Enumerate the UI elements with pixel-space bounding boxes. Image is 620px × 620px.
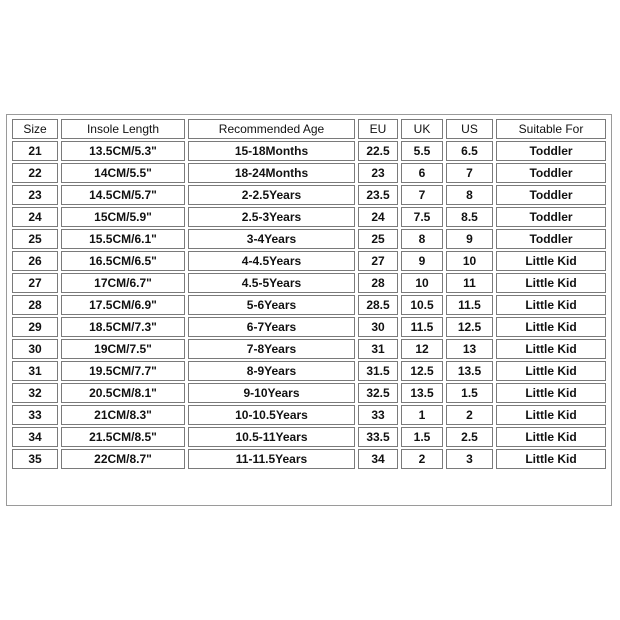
header-row xyxy=(12,119,606,139)
table-row xyxy=(12,405,606,425)
cell-suitable-for: Little Kid xyxy=(496,361,606,381)
cell-uk: 1 xyxy=(401,405,443,425)
header-suitable-for: Suitable For xyxy=(496,119,606,139)
cell-insole-length: 13.5CM/5.3" xyxy=(61,141,185,161)
cell-insole-length: 17CM/6.7" xyxy=(61,273,185,293)
header-recommended-age: Recommended Age xyxy=(188,119,355,139)
cell-eu: 25 xyxy=(358,229,398,249)
cell-uk: 12.5 xyxy=(401,361,443,381)
cell-recommended-age: 9-10Years xyxy=(188,383,355,403)
table-row xyxy=(12,207,606,227)
cell-suitable-for: Little Kid xyxy=(496,295,606,315)
cell-us: 1.5 xyxy=(446,383,493,403)
table-row xyxy=(12,449,606,469)
cell-recommended-age: 6-7Years xyxy=(188,317,355,337)
cell-eu: 34 xyxy=(358,449,398,469)
cell-size: 28 xyxy=(12,295,58,315)
table-row xyxy=(12,163,606,183)
cell-eu: 31.5 xyxy=(358,361,398,381)
cell-us: 7 xyxy=(446,163,493,183)
cell-insole-length: 14.5CM/5.7" xyxy=(61,185,185,205)
cell-insole-length: 15.5CM/6.1" xyxy=(61,229,185,249)
cell-suitable-for: Little Kid xyxy=(496,405,606,425)
table-row xyxy=(12,361,606,381)
header-us: US xyxy=(446,119,493,139)
cell-us: 11.5 xyxy=(446,295,493,315)
cell-uk: 13.5 xyxy=(401,383,443,403)
cell-suitable-for: Toddler xyxy=(496,229,606,249)
cell-suitable-for: Little Kid xyxy=(496,449,606,469)
cell-size: 24 xyxy=(12,207,58,227)
cell-suitable-for: Little Kid xyxy=(496,273,606,293)
cell-us: 13.5 xyxy=(446,361,493,381)
cell-suitable-for: Little Kid xyxy=(496,383,606,403)
cell-uk: 7 xyxy=(401,185,443,205)
cell-recommended-age: 5-6Years xyxy=(188,295,355,315)
header-size: Size xyxy=(12,119,58,139)
cell-eu: 32.5 xyxy=(358,383,398,403)
cell-insole-length: 21CM/8.3" xyxy=(61,405,185,425)
cell-recommended-age: 11-11.5Years xyxy=(188,449,355,469)
size-chart-table xyxy=(9,117,609,471)
cell-uk: 7.5 xyxy=(401,207,443,227)
cell-us: 11 xyxy=(446,273,493,293)
cell-uk: 8 xyxy=(401,229,443,249)
cell-size: 21 xyxy=(12,141,58,161)
cell-uk: 2 xyxy=(401,449,443,469)
header-eu: EU xyxy=(358,119,398,139)
cell-suitable-for: Little Kid xyxy=(496,427,606,447)
cell-uk: 12 xyxy=(401,339,443,359)
table-row xyxy=(12,383,606,403)
table-row xyxy=(12,141,606,161)
cell-us: 12.5 xyxy=(446,317,493,337)
cell-uk: 11.5 xyxy=(401,317,443,337)
cell-us: 2 xyxy=(446,405,493,425)
cell-insole-length: 14CM/5.5" xyxy=(61,163,185,183)
cell-suitable-for: Little Kid xyxy=(496,251,606,271)
cell-eu: 30 xyxy=(358,317,398,337)
cell-eu: 33 xyxy=(358,405,398,425)
cell-uk: 10 xyxy=(401,273,443,293)
cell-eu: 28 xyxy=(358,273,398,293)
cell-us: 2.5 xyxy=(446,427,493,447)
table-row xyxy=(12,295,606,315)
cell-us: 3 xyxy=(446,449,493,469)
cell-insole-length: 22CM/8.7" xyxy=(61,449,185,469)
cell-eu: 22.5 xyxy=(358,141,398,161)
cell-suitable-for: Little Kid xyxy=(496,317,606,337)
cell-eu: 27 xyxy=(358,251,398,271)
header-insole-length: Insole Length xyxy=(61,119,185,139)
cell-recommended-age: 2.5-3Years xyxy=(188,207,355,227)
cell-size: 23 xyxy=(12,185,58,205)
cell-size: 22 xyxy=(12,163,58,183)
cell-us: 8.5 xyxy=(446,207,493,227)
cell-insole-length: 17.5CM/6.9" xyxy=(61,295,185,315)
table-row xyxy=(12,427,606,447)
cell-recommended-age: 3-4Years xyxy=(188,229,355,249)
cell-insole-length: 19CM/7.5" xyxy=(61,339,185,359)
cell-recommended-age: 7-8Years xyxy=(188,339,355,359)
cell-suitable-for: Toddler xyxy=(496,141,606,161)
cell-uk: 5.5 xyxy=(401,141,443,161)
cell-size: 32 xyxy=(12,383,58,403)
cell-insole-length: 15CM/5.9" xyxy=(61,207,185,227)
cell-us: 9 xyxy=(446,229,493,249)
cell-recommended-age: 10-10.5Years xyxy=(188,405,355,425)
cell-us: 13 xyxy=(446,339,493,359)
cell-recommended-age: 15-18Months xyxy=(188,141,355,161)
cell-size: 27 xyxy=(12,273,58,293)
cell-size: 31 xyxy=(12,361,58,381)
header-uk: UK xyxy=(401,119,443,139)
cell-eu: 33.5 xyxy=(358,427,398,447)
cell-recommended-age: 18-24Months xyxy=(188,163,355,183)
cell-size: 29 xyxy=(12,317,58,337)
cell-uk: 6 xyxy=(401,163,443,183)
cell-size: 25 xyxy=(12,229,58,249)
cell-eu: 24 xyxy=(358,207,398,227)
cell-recommended-age: 8-9Years xyxy=(188,361,355,381)
cell-recommended-age: 4-4.5Years xyxy=(188,251,355,271)
table-row xyxy=(12,251,606,271)
cell-insole-length: 19.5CM/7.7" xyxy=(61,361,185,381)
cell-us: 6.5 xyxy=(446,141,493,161)
cell-size: 35 xyxy=(12,449,58,469)
cell-eu: 28.5 xyxy=(358,295,398,315)
cell-insole-length: 18.5CM/7.3" xyxy=(61,317,185,337)
cell-size: 26 xyxy=(12,251,58,271)
cell-recommended-age: 10.5-11Years xyxy=(188,427,355,447)
table-body xyxy=(12,141,606,469)
cell-eu: 23.5 xyxy=(358,185,398,205)
cell-insole-length: 21.5CM/8.5" xyxy=(61,427,185,447)
cell-recommended-age: 4.5-5Years xyxy=(188,273,355,293)
cell-size: 34 xyxy=(12,427,58,447)
cell-uk: 10.5 xyxy=(401,295,443,315)
cell-suitable-for: Toddler xyxy=(496,163,606,183)
cell-suitable-for: Toddler xyxy=(496,185,606,205)
cell-uk: 9 xyxy=(401,251,443,271)
cell-us: 10 xyxy=(446,251,493,271)
cell-size: 33 xyxy=(12,405,58,425)
cell-suitable-for: Toddler xyxy=(496,207,606,227)
cell-uk: 1.5 xyxy=(401,427,443,447)
table-row xyxy=(12,229,606,249)
cell-recommended-age: 2-2.5Years xyxy=(188,185,355,205)
cell-size: 30 xyxy=(12,339,58,359)
cell-suitable-for: Little Kid xyxy=(496,339,606,359)
cell-us: 8 xyxy=(446,185,493,205)
table-row xyxy=(12,185,606,205)
size-chart-frame xyxy=(6,114,612,506)
cell-insole-length: 16.5CM/6.5" xyxy=(61,251,185,271)
table-row xyxy=(12,317,606,337)
cell-eu: 23 xyxy=(358,163,398,183)
table-row xyxy=(12,339,606,359)
cell-insole-length: 20.5CM/8.1" xyxy=(61,383,185,403)
table-row xyxy=(12,273,606,293)
cell-eu: 31 xyxy=(358,339,398,359)
